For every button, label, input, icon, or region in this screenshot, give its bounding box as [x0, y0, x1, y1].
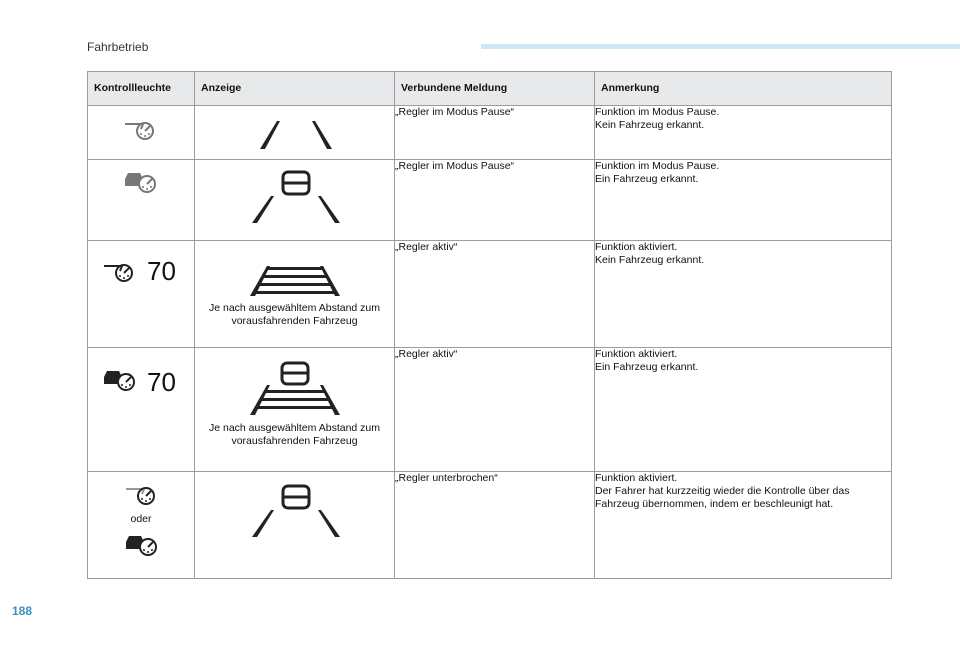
column-header-kontrollleuchte: Kontrollleuchte: [88, 72, 195, 106]
lane-car-icon: [250, 168, 342, 224]
table-row: [88, 241, 892, 348]
column-header-meldung: Verbundene Meldung: [395, 72, 595, 106]
cruise-speedometer-outline-icon: [124, 481, 160, 507]
note-line: Funktion im Modus Pause.: [595, 106, 720, 118]
note-line: Funktion aktiviert.: [595, 348, 678, 360]
column-header-anzeige: Anzeige: [195, 72, 395, 106]
distance-caption: Je nach ausgewähltem Abstand zum vorausfahrenden Fahrzeug: [208, 422, 381, 447]
column-header-anmerkung: Anmerkung: [595, 72, 892, 106]
note-line: Fahrzeug übernommen, indem er beschleunigt hat.: [595, 498, 834, 510]
message-text: „Regler im Modus Pause“: [395, 160, 515, 172]
section-title: Fahrbetrieb: [87, 40, 149, 54]
lane-car-icon: [250, 482, 342, 538]
message-text: „Regler aktiv“: [395, 348, 458, 360]
message-text: „Regler im Modus Pause“: [395, 106, 515, 118]
note-line: Ein Fahrzeug erkannt.: [595, 361, 699, 373]
note-line: Ein Fahrzeug erkannt.: [595, 173, 699, 185]
table-row: [88, 106, 892, 160]
note-line: Der Fahrer hat kurzzeitig wieder die Kontrolle über das: [595, 485, 850, 497]
cruise-speedometer-car-filled-icon: [102, 366, 138, 392]
alternative-label: oder: [130, 513, 152, 525]
note-line: Funktion im Modus Pause.: [595, 160, 720, 172]
speed-value: 70: [147, 256, 176, 286]
note-line: Funktion aktiviert.: [595, 241, 678, 253]
message-text: „Regler aktiv“: [395, 241, 458, 253]
cruise-speedometer-outline-icon: [102, 258, 138, 284]
distance-caption: Je nach ausgewähltem Abstand zum vorausfahrenden Fahrzeug: [208, 302, 381, 327]
page-number: 188: [12, 604, 33, 618]
note-line: Funktion aktiviert.: [595, 472, 678, 484]
note-line: Kein Fahrzeug erkannt.: [595, 254, 705, 266]
table-row: [88, 348, 892, 472]
table-row: [88, 160, 892, 241]
lane-car-distance-bars-icon: [248, 360, 342, 416]
indicator-table: [87, 71, 892, 579]
section-accent-bar: [481, 44, 960, 49]
speed-value: 70: [147, 367, 176, 397]
cruise-speedometer-car-filled-icon: [124, 531, 160, 557]
lane-distance-bars-icon: [248, 263, 342, 297]
cruise-speedometer-car-icon: [123, 168, 159, 194]
note-line: Kein Fahrzeug erkannt.: [595, 119, 705, 131]
message-text: „Regler unterbrochen“: [395, 472, 498, 484]
table-row: [88, 472, 892, 579]
table-header-row: [88, 72, 892, 106]
cruise-speedometer-outline-icon: [123, 116, 159, 142]
lane-lines-icon: [258, 118, 334, 150]
